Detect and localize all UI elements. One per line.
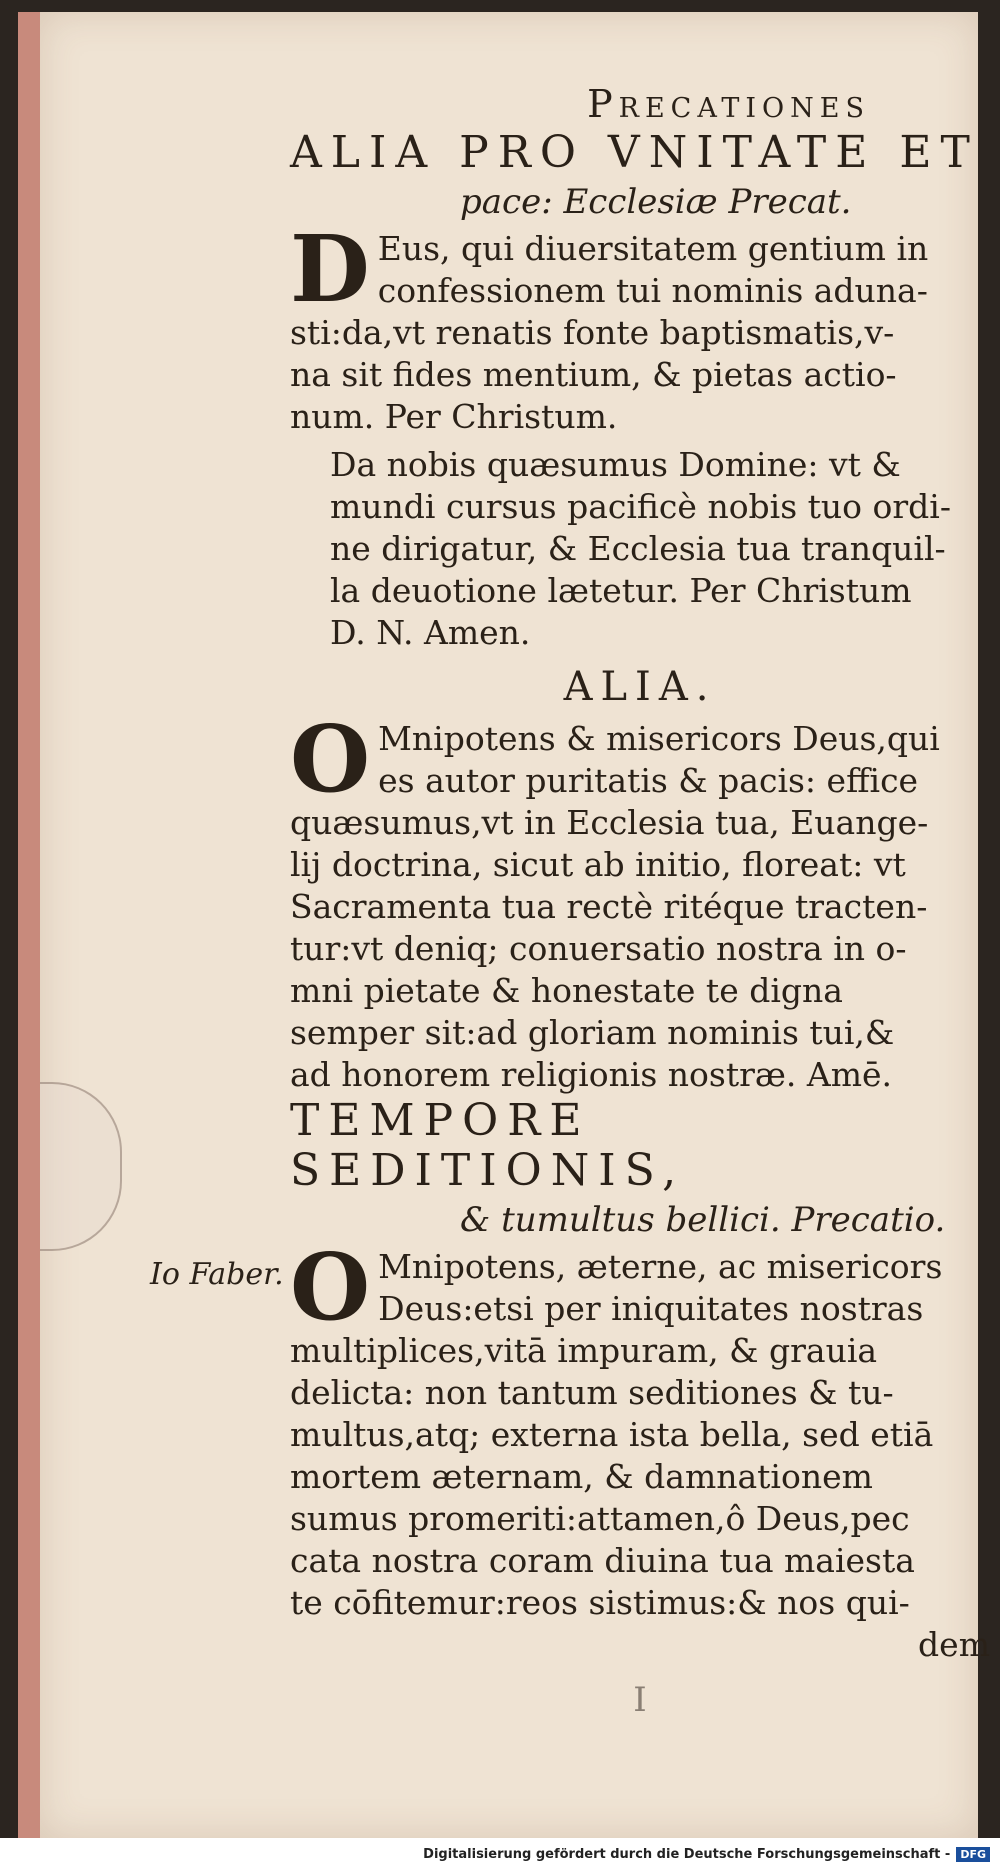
drop-cap: D <box>290 215 370 323</box>
book-page <box>18 12 990 1838</box>
text-line: multiplices,vitā impuram, & grauia <box>290 1331 878 1370</box>
text-line: D. N. Amen. <box>330 613 531 652</box>
text-line: tur:vt deniq; conuersatio nostra in o- <box>290 929 907 968</box>
signature-mark: I <box>633 1680 647 1720</box>
drop-cap: O <box>290 705 371 813</box>
prayer-4 <box>290 1233 990 1666</box>
prayer-1 <box>290 215 990 438</box>
text-line: mundi cursus pacificè nobis tuo ordi- <box>330 487 952 526</box>
text-line: confessionem tui nominis aduna- <box>377 271 928 310</box>
footer-bar <box>0 1838 1000 1871</box>
text-line: sti:da,vt renatis fonte baptismatis,v- <box>290 313 895 352</box>
text-line: dem <box>918 1625 990 1664</box>
section-title: ALIA PRO VNITATE ET <box>290 127 979 178</box>
text-line: cata nostra coram diuina tua maiesta <box>290 1541 915 1580</box>
text-line: delicta: non tantum seditiones & tu- <box>290 1373 894 1412</box>
text-line: ad honorem religionis nostræ. Amē. <box>290 1055 893 1094</box>
text-line: quæsumus,vt in Ecclesia tua, Euange- <box>290 803 929 842</box>
text-line: Mnipotens & misericors Deus,qui <box>378 719 940 758</box>
page-clip <box>40 1082 122 1251</box>
text-line: la deuotione lætetur. Per Christum <box>330 571 912 610</box>
text-line: sumus promeriti:attamen,ô Deus,pec <box>290 1499 910 1538</box>
text-line: te cōfitemur:reos sistimus:& nos qui- <box>290 1583 910 1622</box>
text-line: ne dirigatur, & Ecclesia tua tranquil- <box>330 529 946 568</box>
prayer-2 <box>290 444 990 654</box>
text-line: Sacramenta tua rectè ritéque tracten- <box>290 887 928 926</box>
text-line: Deus:etsi per iniquitates nostras <box>378 1289 924 1328</box>
section-subtitle: pace: Ecclesiæ Precat. <box>460 182 852 222</box>
text-line: na sit fides mentium, & pietas actio- <box>290 355 897 394</box>
alia-heading: ALIA. <box>563 664 717 710</box>
text-line: es autor puritatis & pacis: effice <box>378 761 919 800</box>
section-subtitle-2: & tumultus bellici. Precatio. <box>460 1200 946 1240</box>
funding-credit: Digitalisierung gefördert durch die Deutsche Forschungsgemeinschaft - <box>423 1847 951 1862</box>
text-line: mni pietate & honestate te digna <box>290 971 843 1010</box>
text-line: Eus, qui diuersitatem gentium in <box>377 229 929 268</box>
text-line: num. Per Christum. <box>290 397 618 436</box>
text-line: lij doctrina, sicut ab initio, floreat: vt <box>290 845 906 884</box>
running-head: Precationes <box>587 82 870 126</box>
page-text <box>290 82 990 1720</box>
drop-cap: O <box>290 1233 371 1341</box>
margin-annotation: Io Faber. <box>150 1257 284 1292</box>
text-line: multus,atq; externa ista bella, sed etiā <box>290 1415 934 1454</box>
text-line: Mnipotens, æterne, ac misericors <box>378 1247 943 1286</box>
text-line: semper sit:ad gloriam nominis tui,& <box>290 1013 895 1052</box>
text-line: mortem æternam, & damnationem <box>290 1457 873 1496</box>
section-title-2: TEMPORE SEDITIONIS, <box>290 1095 686 1196</box>
dfg-logo: DFG <box>956 1847 990 1862</box>
prayer-3 <box>290 705 990 1096</box>
text-line: Da nobis quæsumus Domine: vt & <box>330 445 901 484</box>
